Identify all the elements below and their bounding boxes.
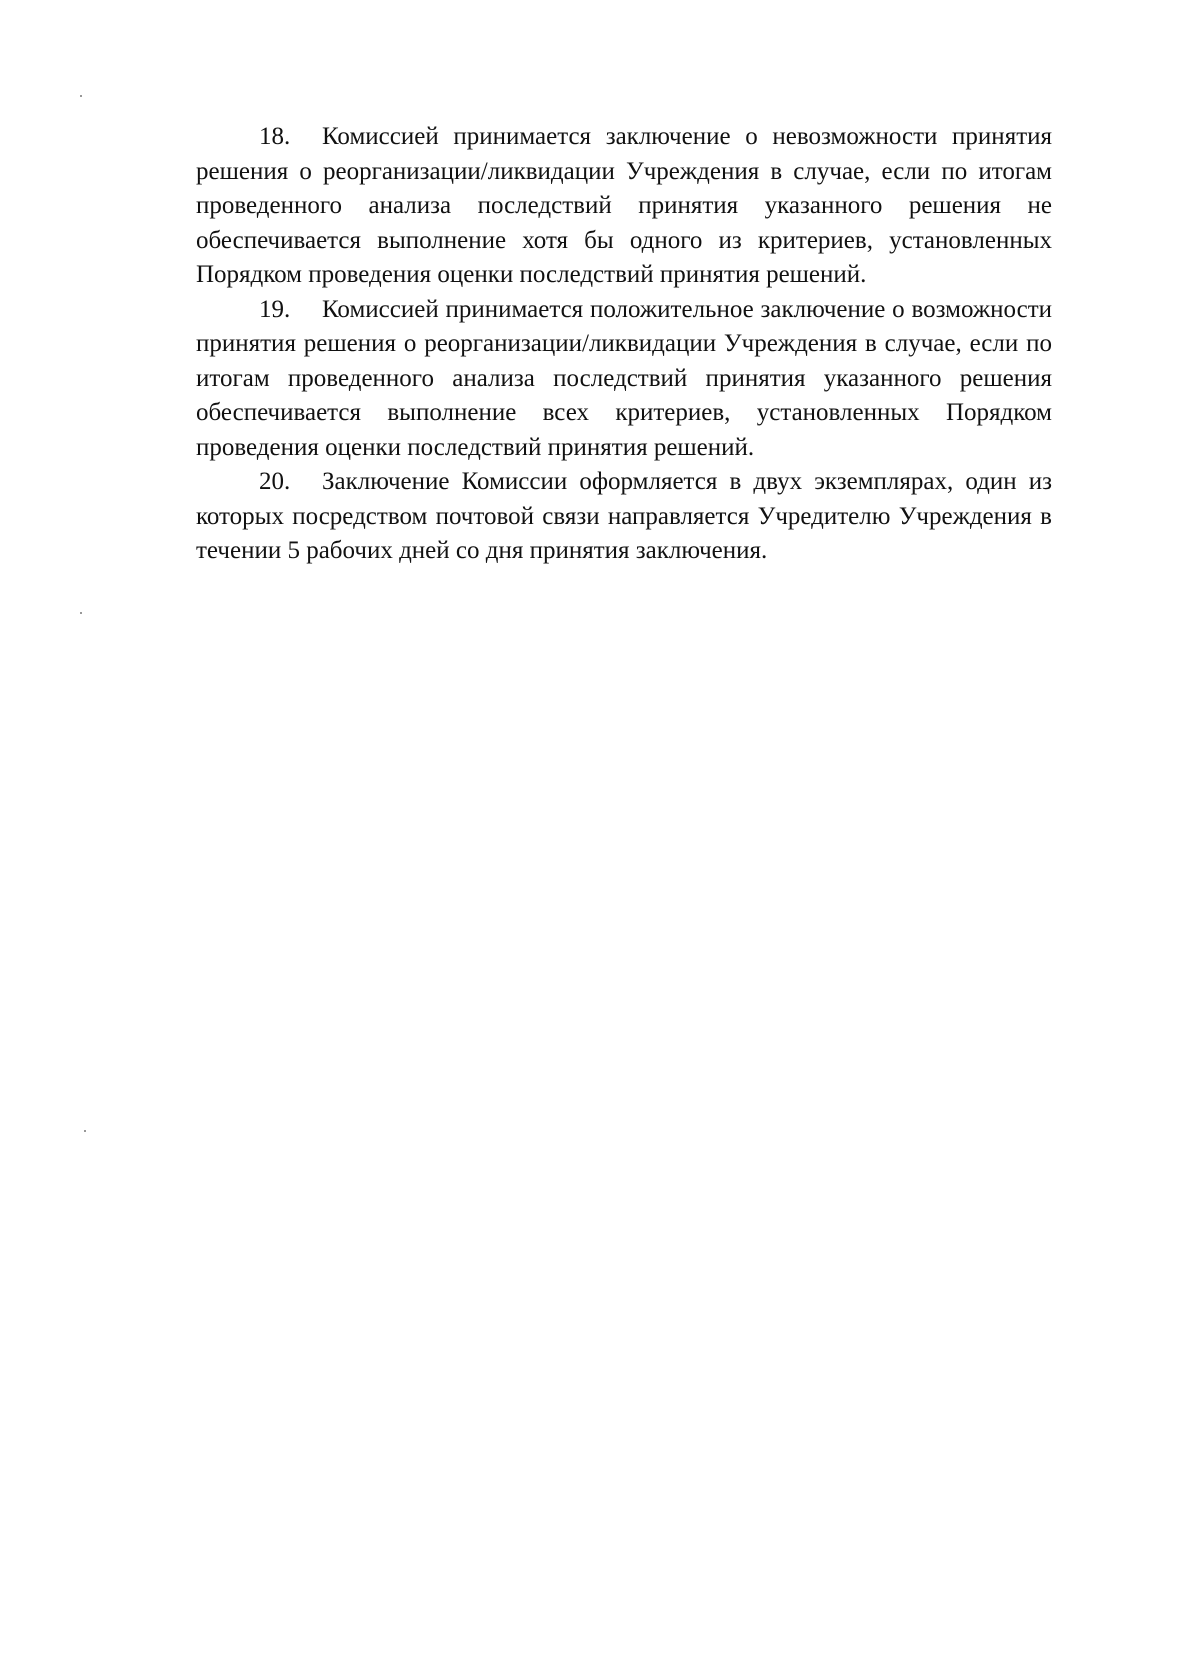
paragraph-text: Комиссией принимается заключение о невозможности принятия решения о реорганизации/ликвидации Учреждения в случае, если по итогам проведенного анализа последствий принятия указанного решения не обеспечивается выполнение хотя бы одного из критериев, установленных Порядком проведения оценки последствий принятия решений. bbox=[196, 123, 1052, 288]
paragraph-number: 19. bbox=[259, 295, 291, 323]
document-body bbox=[196, 120, 1052, 569]
paragraph-text: Комиссией принимается положительное заключение о возможности принятия решения о реорганизации/ликвидации Учреждения в случае, если по итогам проведенного анализа последствий принятия указанного решения обеспечивается выполнение всех критериев, установленных Порядком проведения оценки последствий принятия решений. bbox=[196, 295, 1052, 461]
paragraph-text: Заключение Комиссии оформляется в двух экземплярах, один из которых посредством почтовой связи направляется Учредителю Учреждения в течении 5 рабочих дней со дня принятия заключения. bbox=[196, 468, 1052, 564]
scan-speck bbox=[84, 1130, 86, 1132]
paragraph-19 bbox=[196, 293, 1052, 466]
paragraph-20 bbox=[196, 465, 1052, 569]
paragraph-number: 18. bbox=[259, 123, 291, 150]
paragraph-18 bbox=[196, 120, 1052, 293]
scan-speck bbox=[80, 95, 82, 97]
paragraph-number: 20. bbox=[259, 468, 291, 495]
scan-speck bbox=[80, 612, 82, 614]
